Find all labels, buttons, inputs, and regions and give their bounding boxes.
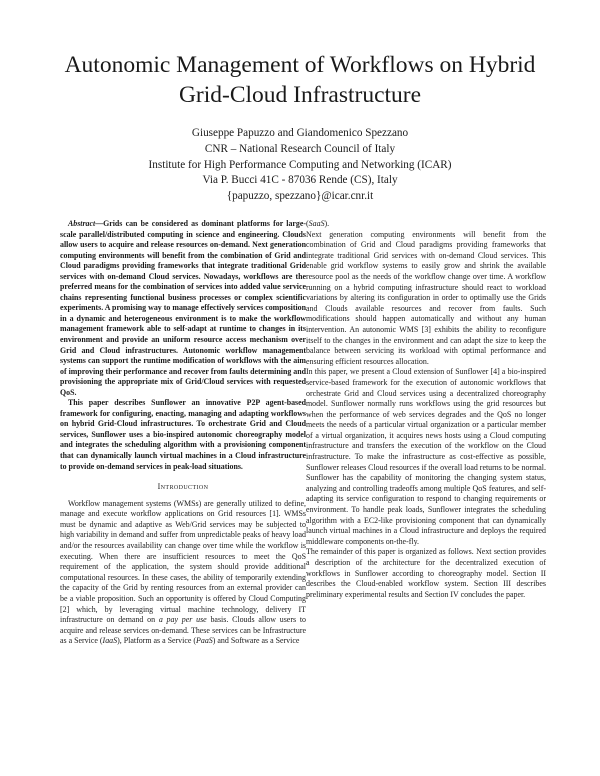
intro-paragraph-1 xyxy=(60,499,306,647)
abstract-label: Abstract xyxy=(68,219,96,228)
author-address: Via P. Bucci 41C - 87036 Rende (CS), Italy xyxy=(202,174,398,187)
section-heading-text: Introduction xyxy=(157,482,209,492)
intro-text-b: basis. Clouds allow users to acquire and release services on-demand. These services can be Infrastructure as a Service ( xyxy=(60,615,306,646)
section-heading-introduction xyxy=(60,482,306,493)
iaas-term: IaaS xyxy=(102,636,118,646)
intro-text-d: ) and Software as a Service xyxy=(212,636,300,646)
abstract-text-1: —Grids can be considered as dominant platforms for large-scale parallel/distributed computing in science and engineering. Clouds allow users to acquire and release resources on-demand. Next generation computing environments will benefit from the combination of Grid and Cloud paradigms providing frameworks that integrate traditional Grid services with on-demand Cloud services. Nowadays, workflows are the preferred means for the combination of services into added value service chains representing functional business processes or complex scientific experiments. A promising way to manage effectively services composition in a dynamic and heterogeneous environment is to make the workflow management framework able to self-adapt at runtime to changes in its environment and provide an uniform resource access mechanism over Grid and Cloud infrastructures. Autonomic workflow management systems can support the runtime modification of workflows with the aim of improving their performance and recover from faults determining and provisioning the appropriate mix of Grid/Cloud services with requested QoS. xyxy=(60,219,306,397)
saas-continuation: (SaaS). xyxy=(306,219,330,228)
author-names: Giuseppe Papuzzo and Giandomenico Spezzano xyxy=(191,127,409,139)
intro-emphasis: a pay per use xyxy=(158,615,207,625)
intro-paragraph-4: The remainder of this paper is organized as follows. Next section provides a description of the architecture for the decentralized execution of workflows in Sunflower according to choreography model. Section II describes the Cloud-enabled workflow system. Section III describes preliminary experimental results and Section IV concludes the paper. xyxy=(306,547,546,599)
abstract-paragraph-2: This paper describes Sunflower an innovative P2P agent-based framework for configuring, enacting, managing and adapting workflows on hybrid Grid-Cloud infrastructures. To orchestrate Grid and Cloud services, Sunflower uses a bio-inspired autonomic choreography model and integrates the scheduling algorithm with a provisioning component that can dynamically launch virtual machines in a Cloud infrastructure to provide on-demand services in peak-load situations. xyxy=(60,398,306,471)
saas-term: SaaS xyxy=(308,219,325,228)
right-column xyxy=(306,219,546,600)
title-line-1: Autonomic Management of Workflows on Hybrid xyxy=(64,52,536,78)
paper-title xyxy=(0,50,600,110)
left-column xyxy=(60,219,306,647)
author-email: {papuzzo, spezzano}@icar.cnr.it xyxy=(226,190,374,203)
abstract-paragraph-1 xyxy=(60,219,306,398)
intro-text-a: Workflow management systems (WMSs) are generally utilized to define, manage and execute workflow applications on Grid resources [1]. WMSs must be dynamic and adaptive as Web/Grid services may be subjected to high variability in demand and suffer from unpredictable peaks of heavy load and/or the resources availability can change over time while the workflow is executing. When there are insufficient resources to meet the QoS requirement of the application, the system should provide additional computational resources. In these cases, the ability of temporarily extending the capacity of the Grid by renting resources from an external provider can be a viable proposition. Such an opportunity is offered by Cloud Computing [2] which, by leveraging virtual machine technology, delivery IT infrastructure on demand on xyxy=(60,498,306,625)
intro-paragraph-3: In this paper, we present a Cloud extension of Sunflower [4] a bio-inspired service-based framework for the execution of autonomic workflows that orchestrate Grid and Cloud services using a decentralized choreography model. Sunflower normally runs workflows using the grid resources but when the performance of web services degrades and the QoS no longer meets the needs of a particular virtual organization or a particular member of a virtual organization, it acquires news hosts using a Cloud computing infrastructure and transfers the execution of the workflow on the Cloud infrastructure. To make the infrastructure as cost-effective as possible, Sunflower releases Cloud resources if the overall load returns to be normal. Sunflower has the capability of monitoring the changing system status, analyzing and controlling tradeoffs among multiple QoS features, and self-adapting its service configuration to respond to changing requirements or environment. To handle peak loads, Sunflower integrates the scheduling algorithm with a EC2-like provisioning component that can dynamically launch virtual machines in a Cloud infrastructure and deploys the required middleware components on-the-fly. xyxy=(306,367,546,546)
author-org-2: Institute for High Performance Computing and Networking (ICAR) xyxy=(148,158,452,171)
intro-paragraph-2: Next generation computing environments will benefit from the combination of Grid and Cloud paradigms providing frameworks that integrate traditional Grid services with on-demand Cloud services. This enable grid workflow systems to easily grow and shrink the available resource pool as the needs of the workflow change over time. A workflow running on a hybrid computing infrastructure should react to workload variations by altering its configuration in order to optimally use the Grids and Clouds available resources and recover from faults. Such modifications should happen automatically and without any human intervention. An autonomic WMS [3] exhibits the ability to reconfigure itself to the changes in the environment and can adapt the size to keep the balance between servicing its workload with optimal performance and ensuring efficient resources allocation. xyxy=(306,229,546,366)
author-block xyxy=(0,126,600,205)
title-line-2: Grid-Cloud Infrastructure xyxy=(178,82,422,108)
author-org-1: CNR – National Research Council of Italy xyxy=(204,142,396,155)
paas-term: PaaS xyxy=(196,636,213,646)
intro-text-c: ), Platform as a Service ( xyxy=(117,636,197,646)
